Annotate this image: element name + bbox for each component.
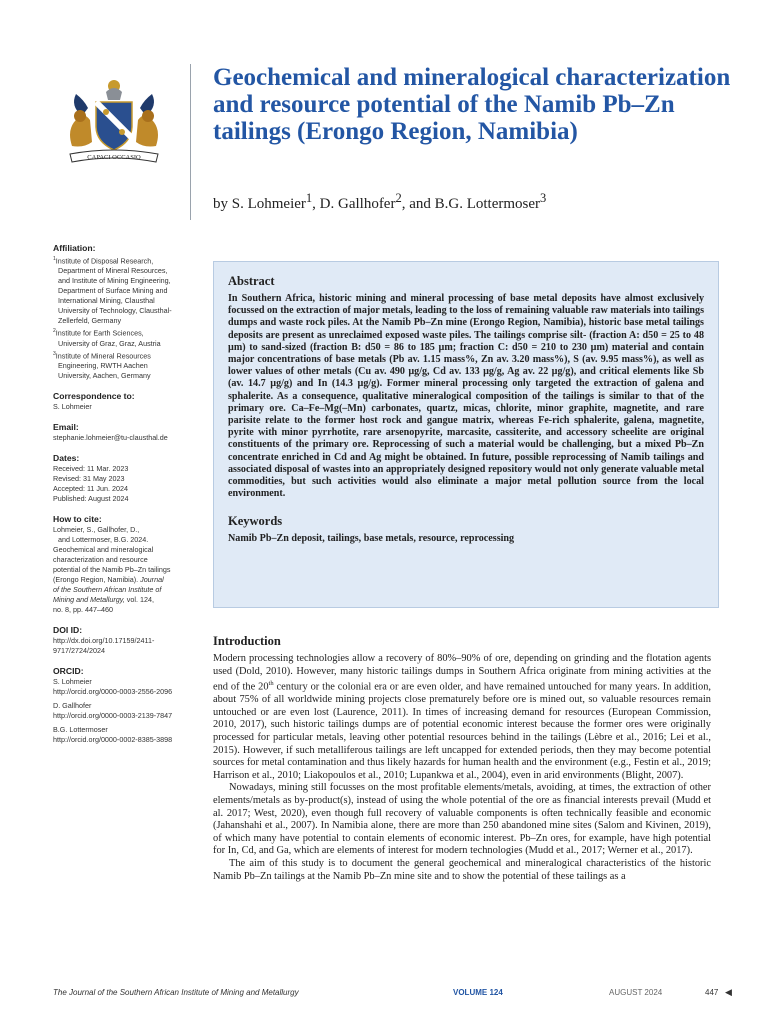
doi-link[interactable]: http://dx.doi.org/10.17159/2411- [53, 636, 155, 646]
intro-p1-text: century or the colonial era or are even older, and have remained untouched for many years. In addition, about 75% of all worldwide mining projects close prematurely before ore is mined out, so valuable resources remain untouched or are even lost (Laurence, 2011). In times of increasing demand for resources (European Commission, 2010, 2017), such historic tailings dumps are of potential economic interest because the former ores were originally processed for particular metals, leaving other potential resources behind in the tailings (Lèbre et al., 2016; Lei et al., 2015). However, if such metalliferous tailings are left uncapped for extended periods, then they may become potential sources for metal contamination and thus likely hazards for human health and the environment (e.g., Festin et al., 2019; Harrison et al., 2010; Liakopoulos et al., 2010; Lupankwa et al., 2004), even in arid environments (Blight, 2007). [213, 681, 711, 781]
doi-link[interactable]: 9717/2724/2024 [53, 646, 105, 656]
article-sidebar [53, 243, 188, 745]
abstract-heading: Abstract [228, 274, 275, 288]
page-footer [53, 988, 733, 1002]
affiliation-1-text: Institute of Disposal Research, [55, 256, 154, 266]
intro-p1-sup: th [268, 680, 274, 688]
email-link[interactable]: stephanie.lohmeier@tu-clausthal.de [53, 433, 168, 443]
affiliation-line: and Institute of Mining Engineering, [58, 276, 171, 286]
page-title: Geochemical and mineralogical characterization and resource potential of the Namib Pb–Zn tailings (Erongo Region, Namibia) [213, 64, 731, 145]
intro-paragraph-1 [213, 653, 711, 782]
footer-month: AUGUST 2024 [609, 988, 663, 997]
introduction-heading: Introduction [213, 634, 281, 648]
footer-volume: VOLUME 124 [453, 988, 503, 997]
orcid-name: D. Gallhofer [53, 701, 92, 711]
cite-volume: vol. 124, [124, 595, 154, 605]
cite-journal: Mining and Metallurgy, [53, 595, 125, 605]
affiliation-line: University of Technology, Clausthal- [58, 306, 172, 316]
date-published: Published: August 2024 [53, 494, 129, 504]
affiliation-2-line [53, 326, 188, 338]
introduction-section [213, 634, 711, 883]
abstract-box [213, 261, 719, 608]
cite-text: (Erongo Region, Namibia). [53, 575, 139, 585]
cite-heading: How to cite: [53, 514, 102, 525]
cite-journal: Journal [140, 575, 164, 585]
author-2-mark: 2 [395, 191, 402, 205]
correspondence-heading: Correspondence to: [53, 391, 135, 402]
orcid-link[interactable]: http://orcid.org/0000-0003-2556-2096 [53, 687, 173, 697]
author-line [213, 191, 546, 213]
affiliation-line: Zellerfeld, Germany [58, 316, 122, 326]
affiliation-line: Department of Surface Mining and [58, 286, 168, 296]
cite-line [53, 575, 188, 585]
affiliation-1-line [53, 254, 188, 266]
orcid-name: B.G. Lottermoser [53, 725, 108, 735]
cite-line: potential of the Namib Pb–Zn tailings [53, 565, 171, 575]
cite-line [53, 595, 188, 605]
affiliation-line: International Mining, Clausthal [58, 296, 155, 306]
orcid-link[interactable]: http://orcid.org/0000-0002-8385-3898 [53, 735, 173, 745]
intro-paragraph-2: Nowadays, mining still focusses on the most profitable elements/metals, avoiding, at times, the extraction of other elements/metals as by-product(s), instead of using the whole potential of the ore as financial interests prevail (Mudd et al. 2017; West, 2020), even though full recovery of valuable components is often technically feasible and economic (Jahanshahi et al., 2007). In Namibia alone, there are more than 250 abandoned mine sites (Salom and Kivinen, 2019), of which many have potential to contain elements of economic interest. Pb–Zn ores, for example, have high potential for In, Cd, and Ga, which are elements of interest for modern technologies (Mudd et al., 2017; Werner et al., 2017). [213, 782, 711, 857]
affiliation-1-mark: 1 [53, 256, 56, 262]
footer-journal: The Journal of the Southern African Institute of Mining and Metallurgy [53, 988, 299, 997]
affiliation-2-mark: 2 [53, 328, 56, 335]
intro-p1-text: Modern processing technologies allow a recovery of 80%–90% of ore, depending on grinding and the flotation agents used (Dold, 2010). However, many historic tailings dumps in Southern Africa originate from mining activities at the end of the 20 [213, 653, 711, 693]
date-received: Received: 11 Mar. 2023 [53, 464, 129, 474]
affiliation-3-line [53, 349, 188, 361]
page-arrow-icon: ◀ [725, 987, 732, 997]
author-1-mark: 1 [305, 191, 313, 205]
author-3: , and B.G. Lottermoser [401, 196, 541, 212]
affiliation-heading: Affiliation: [53, 243, 96, 253]
cite-line: and Lottermoser, B.G. 2024. [58, 535, 149, 545]
cite-line: Geochemical and mineralogical [53, 545, 154, 555]
affiliation-3-text: Institute of Mineral Resources [55, 351, 151, 361]
header-divider [190, 64, 191, 220]
date-accepted: Accepted: 11 Jun. 2024 [53, 484, 128, 494]
orcid-heading: ORCID: [53, 666, 84, 677]
intro-paragraph-3: The aim of this study is to document the general geochemical and mineralogical characteristics of the historic Namib Pb–Zn tailings at the Namib Pb–Zn mine site and to show the potential of these tailings as a [213, 857, 711, 882]
orcid-name: S. Lohmeier [53, 677, 92, 687]
affiliation-3-mark: 3 [53, 350, 56, 357]
author-1: by S. Lohmeier [213, 196, 306, 212]
correspondence-name: S. Lohmeier [53, 402, 92, 412]
affiliation-line: University of Graz, Graz, Austria [58, 338, 161, 348]
cite-journal: of the Southern African Institute of [53, 585, 162, 595]
institute-crest-logo [62, 76, 166, 164]
author-2: , D. Gallhofer [312, 196, 396, 212]
affiliation-2-text: Institute for Earth Sciences, [55, 328, 144, 338]
email-heading: Email: [53, 422, 79, 433]
footer-page-number: 447 [705, 988, 719, 997]
orcid-link[interactable]: http://orcid.org/0000-0003-2139-7847 [53, 711, 173, 721]
cite-line: characterization and resource [53, 555, 148, 565]
cite-line: Lohmeier, S., Gallhofer, D., [53, 525, 140, 535]
dates-heading: Dates: [53, 453, 80, 464]
affiliation-line: Department of Mineral Resources, [58, 266, 168, 276]
affiliation-line: Engineering, RWTH Aachen [58, 361, 148, 371]
affiliation-line: University, Aachen, Germany [58, 371, 151, 381]
keywords-text: Namib Pb–Zn deposit, tailings, base metals, resource, reprocessing [228, 533, 515, 545]
date-revised: Revised: 31 May 2023 [53, 474, 125, 484]
cite-pages: no. 8, pp. 447–460 [53, 605, 113, 615]
keywords-heading: Keywords [228, 514, 283, 529]
doi-heading: DOI ID: [53, 625, 83, 636]
author-3-mark: 3 [540, 191, 547, 205]
crest-motto: CAPACI OCCASIO [87, 154, 141, 161]
abstract-text: In Southern Africa, historic mining and mineral processing of base metal deposits have almost exclusively focussed on the extraction of major metals, leading to the loss of remaining valuable raw materials into tailings dumps and waste rock piles. At the Namib Pb–Zn mine (Erongo Region, Namibia), historic base metal tailings deposits are present as unreclaimed exposed waste piles. The tailings comprise silt- (fraction A: d50 = 25 to 48 µm) to sand-sized (fraction B: d50 = 86 to 185 µm; fraction C: d50 = 210 to 230 µm) material and contain major concentrations of base metals (Pb av. 1.15 mass%, Zn av. 3.20 mass%), S (av. 9.95 mass%), as well as lower values of other metals (Cu av. 490 µg/g, Cd av. 133 µg/g, Ag av. 22 µg/g), and critical elements like Sb (av. 14.7 µg/g) and In (14.3 µg/g). Former mineral processing only targeted the extraction of galena and sphalerite. As a consequence, qualitative mineralogical composition of the tailings is similar to that of the primary ore. Ca–Fe–Mg(–Mn) carbonates, quartz, micas, chlorite, minor graphite, magnetite, and rare parisite relate to the former host rock and gangue matrix, whereas Fe-rich sphalerite, galena, magnetite, pyrite with minor pyrrhotite, rare arsenopyrite, marcasite, cassiterite, and accessory scheelite are original constituents of the primary ore. Reprocessing of such a material would be challenging, but a mixed Pb–Zn concentrate enriched in Cd and Ag might be obtained. In future, possible reprocessing of Namib tailings and associated disposal of wastes into an appropriately designed repository would not only generate valuable metal commodities, but such activities would also eliminate a major metal pollution source from the local environment. [228, 293, 704, 500]
